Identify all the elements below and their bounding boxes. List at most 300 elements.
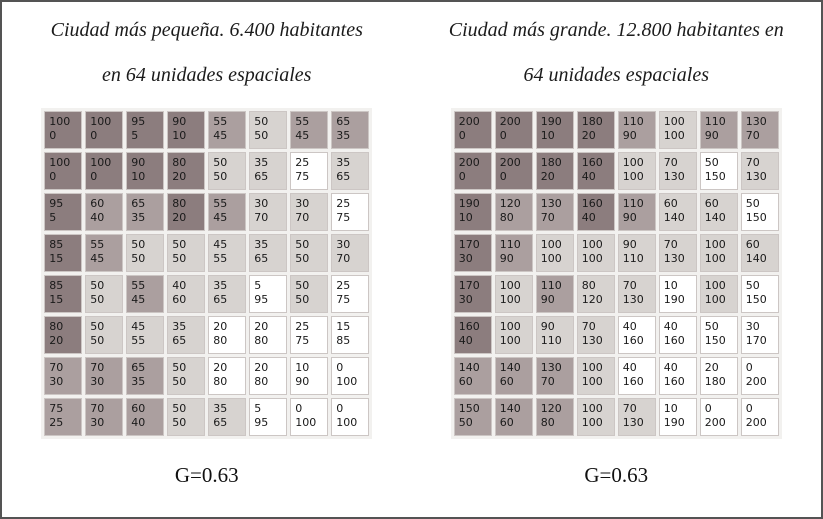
cell-value-bottom: 160 xyxy=(622,334,644,347)
grid-cell xyxy=(290,398,328,436)
grid-cell xyxy=(495,152,533,190)
cell-value-top: 50 xyxy=(90,279,105,292)
cell-value-bottom: 110 xyxy=(622,252,644,265)
cell-value-bottom: 30 xyxy=(90,416,105,429)
cell-value-bottom: 80 xyxy=(499,211,514,224)
cell-value-top: 20 xyxy=(254,361,269,374)
grid-cell xyxy=(536,357,574,395)
grid-cell xyxy=(249,152,287,190)
grid-cell xyxy=(659,111,697,149)
panel-title-line1: Ciudad más pequeña. 6.400 habitantes xyxy=(50,19,363,41)
cell-value-top: 110 xyxy=(622,115,644,128)
grid-cell xyxy=(741,234,779,272)
grid-cell xyxy=(577,357,615,395)
cell-value-bottom: 5 xyxy=(49,211,57,224)
cell-value-bottom: 65 xyxy=(213,416,228,429)
cell-value-top: 10 xyxy=(663,402,678,415)
grid-cell xyxy=(577,111,615,149)
cell-value-bottom: 130 xyxy=(745,170,767,183)
cell-value-top: 200 xyxy=(499,115,521,128)
grid-cell xyxy=(700,193,738,231)
cell-value-top: 110 xyxy=(704,115,726,128)
grid-cell xyxy=(700,398,738,436)
grid-cell xyxy=(85,357,123,395)
cell-value-top: 20 xyxy=(704,361,719,374)
cell-value-top: 35 xyxy=(172,320,187,333)
grid-cell xyxy=(536,316,574,354)
cell-value-bottom: 70 xyxy=(295,211,310,224)
cell-value-bottom: 100 xyxy=(704,293,726,306)
grid-cell xyxy=(167,275,205,313)
cell-value-top: 130 xyxy=(745,115,767,128)
cell-value-bottom: 60 xyxy=(458,375,473,388)
cell-value-bottom: 100 xyxy=(704,252,726,265)
cell-value-bottom: 160 xyxy=(663,375,685,388)
cell-value-bottom: 90 xyxy=(295,375,310,388)
cell-value-bottom: 0 xyxy=(90,170,98,183)
grid-cell xyxy=(659,275,697,313)
grid-cell xyxy=(85,316,123,354)
grid-cell xyxy=(290,316,328,354)
grid-cell xyxy=(208,275,246,313)
cell-value-top: 60 xyxy=(90,197,105,210)
grid-cell xyxy=(454,275,492,313)
panel-large-city xyxy=(412,2,822,517)
cell-value-top: 100 xyxy=(49,156,71,169)
cell-value-bottom: 170 xyxy=(745,334,767,347)
grid-cell xyxy=(700,357,738,395)
grid-cell xyxy=(290,152,328,190)
cell-value-top: 90 xyxy=(540,320,555,333)
cell-value-bottom: 65 xyxy=(172,334,187,347)
grid-cell xyxy=(331,234,369,272)
grid-cell xyxy=(741,398,779,436)
cell-value-top: 65 xyxy=(336,115,351,128)
cell-value-bottom: 100 xyxy=(336,416,358,429)
large-city-heatmap-grid xyxy=(451,108,782,439)
cell-value-bottom: 140 xyxy=(704,211,726,224)
grid-cell xyxy=(659,152,697,190)
cell-value-bottom: 40 xyxy=(581,170,596,183)
grid-cell xyxy=(126,275,164,313)
grid-cell xyxy=(454,111,492,149)
cell-value-top: 80 xyxy=(172,156,187,169)
cell-value-top: 110 xyxy=(540,279,562,292)
cell-value-top: 120 xyxy=(540,402,562,415)
cell-value-bottom: 70 xyxy=(745,129,760,142)
cell-value-top: 200 xyxy=(458,156,480,169)
cell-value-bottom: 5 xyxy=(131,129,139,142)
cell-value-top: 90 xyxy=(131,156,146,169)
cell-value-bottom: 50 xyxy=(213,170,228,183)
cell-value-top: 70 xyxy=(622,402,637,415)
cell-value-top: 70 xyxy=(745,156,760,169)
cell-value-bottom: 15 xyxy=(49,293,64,306)
grid-cell xyxy=(126,398,164,436)
grid-cell xyxy=(208,152,246,190)
grid-cell xyxy=(700,152,738,190)
grid-cell xyxy=(618,316,656,354)
grid-cell xyxy=(167,398,205,436)
cell-value-bottom: 130 xyxy=(622,293,644,306)
grid-cell xyxy=(167,234,205,272)
grid-cell xyxy=(208,357,246,395)
cell-value-top: 0 xyxy=(336,361,344,374)
cell-value-bottom: 190 xyxy=(663,416,685,429)
grid-cell xyxy=(741,193,779,231)
cell-value-top: 30 xyxy=(295,197,310,210)
cell-value-bottom: 40 xyxy=(458,334,473,347)
cell-value-bottom: 100 xyxy=(499,293,521,306)
grid-cell xyxy=(167,357,205,395)
cell-value-top: 70 xyxy=(622,279,637,292)
cell-value-bottom: 85 xyxy=(336,334,351,347)
cell-value-top: 0 xyxy=(336,402,344,415)
cell-value-bottom: 70 xyxy=(540,375,555,388)
cell-value-top: 100 xyxy=(90,115,112,128)
cell-value-bottom: 60 xyxy=(172,293,187,306)
cell-value-bottom: 50 xyxy=(90,293,105,306)
grid-cell xyxy=(577,234,615,272)
cell-value-top: 140 xyxy=(499,361,521,374)
cell-value-bottom: 15 xyxy=(49,252,64,265)
grid-cell xyxy=(618,275,656,313)
cell-value-bottom: 55 xyxy=(131,334,146,347)
gini-label-small-city: G=0.63 xyxy=(174,463,239,487)
cell-value-bottom: 50 xyxy=(172,375,187,388)
cell-value-bottom: 65 xyxy=(254,170,269,183)
grid-cell xyxy=(618,152,656,190)
cell-value-bottom: 90 xyxy=(622,129,637,142)
grid-cell xyxy=(577,152,615,190)
cell-value-top: 55 xyxy=(213,197,228,210)
cell-value-bottom: 75 xyxy=(295,334,310,347)
grid-cell xyxy=(454,398,492,436)
cell-value-bottom: 35 xyxy=(131,375,146,388)
cell-value-top: 100 xyxy=(499,279,521,292)
cell-value-bottom: 20 xyxy=(49,334,64,347)
grid-cell xyxy=(44,111,82,149)
cell-value-bottom: 120 xyxy=(581,293,603,306)
cell-value-top: 20 xyxy=(254,320,269,333)
cell-value-bottom: 50 xyxy=(254,129,269,142)
cell-value-top: 20 xyxy=(213,320,228,333)
grid-cell xyxy=(249,275,287,313)
cell-value-bottom: 30 xyxy=(49,375,64,388)
cell-value-top: 50 xyxy=(172,238,187,251)
cell-value-top: 85 xyxy=(49,238,64,251)
cell-value-top: 60 xyxy=(704,197,719,210)
cell-value-bottom: 65 xyxy=(336,170,351,183)
cell-value-bottom: 50 xyxy=(295,252,310,265)
grid-cell xyxy=(536,193,574,231)
cell-value-top: 75 xyxy=(49,402,64,415)
cell-value-bottom: 100 xyxy=(622,170,644,183)
grid-cell xyxy=(126,234,164,272)
cell-value-top: 45 xyxy=(213,238,228,251)
grid-cell xyxy=(577,316,615,354)
grid-cell xyxy=(659,316,697,354)
cell-value-bottom: 60 xyxy=(499,375,514,388)
cell-value-top: 50 xyxy=(254,115,269,128)
grid-cell xyxy=(85,193,123,231)
cell-value-bottom: 70 xyxy=(336,252,351,265)
grid-cell xyxy=(618,357,656,395)
grid-cell xyxy=(126,111,164,149)
grid-cell xyxy=(290,234,328,272)
cell-value-top: 70 xyxy=(663,156,678,169)
cell-value-top: 50 xyxy=(704,156,719,169)
cell-value-top: 180 xyxy=(540,156,562,169)
cell-value-bottom: 10 xyxy=(131,170,146,183)
cell-value-bottom: 130 xyxy=(581,334,603,347)
grid-cell xyxy=(331,357,369,395)
cell-value-bottom: 20 xyxy=(172,211,187,224)
cell-value-bottom: 70 xyxy=(540,211,555,224)
cell-value-bottom: 140 xyxy=(663,211,685,224)
grid-cell xyxy=(208,234,246,272)
cell-value-top: 50 xyxy=(295,238,310,251)
cell-value-top: 5 xyxy=(254,279,262,292)
grid-cell xyxy=(659,357,697,395)
cell-value-top: 90 xyxy=(172,115,187,128)
cell-value-bottom: 100 xyxy=(499,334,521,347)
grid-cell xyxy=(331,275,369,313)
cell-value-bottom: 100 xyxy=(663,129,685,142)
cell-value-bottom: 65 xyxy=(254,252,269,265)
cell-value-bottom: 150 xyxy=(704,334,726,347)
cell-value-bottom: 30 xyxy=(90,375,105,388)
grid-cell xyxy=(495,234,533,272)
cell-value-bottom: 20 xyxy=(540,170,555,183)
grid-cell xyxy=(331,152,369,190)
grid-cell xyxy=(495,398,533,436)
cell-value-bottom: 50 xyxy=(90,334,105,347)
grid-cell xyxy=(85,234,123,272)
cell-value-top: 160 xyxy=(458,320,480,333)
cell-value-bottom: 40 xyxy=(581,211,596,224)
cell-value-bottom: 0 xyxy=(499,170,507,183)
cell-value-bottom: 150 xyxy=(745,293,767,306)
cell-value-top: 100 xyxy=(622,156,644,169)
cell-value-bottom: 180 xyxy=(704,375,726,388)
grid-cell xyxy=(700,316,738,354)
gini-label-large-city: G=0.63 xyxy=(584,463,649,487)
grid-cell xyxy=(618,111,656,149)
cell-value-top: 45 xyxy=(131,320,146,333)
cell-value-bottom: 200 xyxy=(704,416,726,429)
grid-cell xyxy=(454,234,492,272)
grid-cell xyxy=(536,234,574,272)
cell-value-top: 40 xyxy=(622,361,637,374)
cell-value-top: 65 xyxy=(131,361,146,374)
cell-value-bottom: 0 xyxy=(49,129,57,142)
cell-value-top: 30 xyxy=(254,197,269,210)
cell-value-bottom: 75 xyxy=(336,293,351,306)
cell-value-bottom: 45 xyxy=(295,129,310,142)
cell-value-top: 0 xyxy=(295,402,303,415)
cell-value-bottom: 50 xyxy=(172,252,187,265)
grid-cell xyxy=(249,316,287,354)
cell-value-bottom: 60 xyxy=(499,416,514,429)
grid-cell xyxy=(700,275,738,313)
grid-cell xyxy=(659,193,697,231)
cell-value-bottom: 190 xyxy=(663,293,685,306)
cell-value-bottom: 50 xyxy=(458,416,473,429)
cell-value-top: 70 xyxy=(90,361,105,374)
cell-value-bottom: 80 xyxy=(213,334,228,347)
cell-value-bottom: 20 xyxy=(172,170,187,183)
cell-value-bottom: 10 xyxy=(540,129,555,142)
cell-value-bottom: 140 xyxy=(745,252,767,265)
cell-value-top: 0 xyxy=(745,402,753,415)
cell-value-top: 10 xyxy=(295,361,310,374)
cell-value-top: 95 xyxy=(49,197,64,210)
cell-value-bottom: 100 xyxy=(581,252,603,265)
grid-cell xyxy=(208,398,246,436)
grid-cell xyxy=(290,275,328,313)
grid-cell xyxy=(536,111,574,149)
grid-cell xyxy=(741,111,779,149)
grid-cell xyxy=(249,398,287,436)
grid-cell xyxy=(700,234,738,272)
cell-value-top: 50 xyxy=(745,197,760,210)
cell-value-top: 170 xyxy=(458,279,480,292)
grid-cell xyxy=(126,152,164,190)
grid-cell xyxy=(44,398,82,436)
grid-cell xyxy=(249,234,287,272)
cell-value-bottom: 160 xyxy=(622,375,644,388)
grid-cell xyxy=(85,152,123,190)
cell-value-bottom: 100 xyxy=(581,375,603,388)
cell-value-top: 100 xyxy=(581,238,603,251)
grid-cell xyxy=(44,234,82,272)
cell-value-bottom: 65 xyxy=(213,293,228,306)
cell-value-bottom: 40 xyxy=(90,211,105,224)
cell-value-top: 60 xyxy=(131,402,146,415)
cell-value-top: 40 xyxy=(622,320,637,333)
cell-value-bottom: 30 xyxy=(458,252,473,265)
cell-value-top: 55 xyxy=(213,115,228,128)
panel-title-line2: en 64 unidades espaciales xyxy=(102,64,312,86)
cell-value-bottom: 80 xyxy=(254,375,269,388)
grid-cell xyxy=(331,111,369,149)
panel-title-large-city xyxy=(449,14,784,108)
cell-value-bottom: 75 xyxy=(295,170,310,183)
grid-cell xyxy=(741,275,779,313)
cell-value-bottom: 10 xyxy=(458,211,473,224)
cell-value-top: 50 xyxy=(172,361,187,374)
cell-value-bottom: 75 xyxy=(336,211,351,224)
cell-value-top: 35 xyxy=(254,156,269,169)
cell-value-top: 80 xyxy=(172,197,187,210)
cell-value-bottom: 130 xyxy=(663,170,685,183)
cell-value-top: 25 xyxy=(295,156,310,169)
cell-value-bottom: 45 xyxy=(213,129,228,142)
small-city-heatmap-grid xyxy=(41,108,372,439)
grid-cell xyxy=(495,357,533,395)
grid-cell xyxy=(126,357,164,395)
grid-cell xyxy=(290,111,328,149)
cell-value-bottom: 110 xyxy=(540,334,562,347)
cell-value-bottom: 35 xyxy=(131,211,146,224)
cell-value-bottom: 70 xyxy=(254,211,269,224)
grid-cell xyxy=(167,316,205,354)
grid-cell xyxy=(44,275,82,313)
cell-value-bottom: 100 xyxy=(540,252,562,265)
cell-value-top: 190 xyxy=(540,115,562,128)
cell-value-top: 20 xyxy=(213,361,228,374)
grid-cell xyxy=(44,316,82,354)
cell-value-bottom: 100 xyxy=(581,416,603,429)
cell-value-top: 150 xyxy=(458,402,480,415)
cell-value-bottom: 200 xyxy=(745,416,767,429)
cell-value-top: 160 xyxy=(581,156,603,169)
grid-cell xyxy=(618,234,656,272)
panel-title-line2: 64 unidades espaciales xyxy=(523,64,710,86)
grid-cell xyxy=(331,316,369,354)
cell-value-top: 60 xyxy=(663,197,678,210)
cell-value-top: 60 xyxy=(745,238,760,251)
cell-value-bottom: 0 xyxy=(90,129,98,142)
cell-value-top: 50 xyxy=(131,238,146,251)
grid-cell xyxy=(85,398,123,436)
cell-value-top: 120 xyxy=(499,197,521,210)
cell-value-top: 100 xyxy=(499,320,521,333)
cell-value-bottom: 90 xyxy=(704,129,719,142)
cell-value-bottom: 150 xyxy=(745,211,767,224)
cell-value-bottom: 90 xyxy=(540,293,555,306)
cell-value-top: 180 xyxy=(581,115,603,128)
panel-title-small-city xyxy=(51,14,363,108)
cell-value-top: 50 xyxy=(295,279,310,292)
cell-value-top: 100 xyxy=(49,115,71,128)
cell-value-bottom: 95 xyxy=(254,416,269,429)
cell-value-top: 50 xyxy=(90,320,105,333)
cell-value-bottom: 35 xyxy=(336,129,351,142)
grid-cell xyxy=(495,316,533,354)
grid-cell xyxy=(454,193,492,231)
cell-value-bottom: 20 xyxy=(581,129,596,142)
cell-value-bottom: 10 xyxy=(172,129,187,142)
cell-value-top: 50 xyxy=(172,402,187,415)
panel-title-line1: Ciudad más grande. 12.800 habitantes en xyxy=(448,19,784,41)
cell-value-bottom: 100 xyxy=(295,416,317,429)
grid-cell xyxy=(249,357,287,395)
grid-cell xyxy=(454,357,492,395)
grid-cell xyxy=(85,275,123,313)
grid-cell xyxy=(208,316,246,354)
cell-value-top: 35 xyxy=(213,279,228,292)
cell-value-top: 80 xyxy=(581,279,596,292)
cell-value-bottom: 90 xyxy=(622,211,637,224)
grid-cell xyxy=(741,316,779,354)
cell-value-bottom: 80 xyxy=(213,375,228,388)
cell-value-top: 100 xyxy=(704,238,726,251)
cell-value-top: 100 xyxy=(663,115,685,128)
cell-value-bottom: 80 xyxy=(254,334,269,347)
grid-cell xyxy=(167,111,205,149)
grid-cell xyxy=(577,193,615,231)
grid-cell xyxy=(741,152,779,190)
cell-value-bottom: 0 xyxy=(499,129,507,142)
cell-value-bottom: 0 xyxy=(49,170,57,183)
cell-value-bottom: 55 xyxy=(213,252,228,265)
grid-cell xyxy=(659,398,697,436)
cell-value-bottom: 90 xyxy=(499,252,514,265)
cell-value-top: 65 xyxy=(131,197,146,210)
cell-value-bottom: 25 xyxy=(49,416,64,429)
